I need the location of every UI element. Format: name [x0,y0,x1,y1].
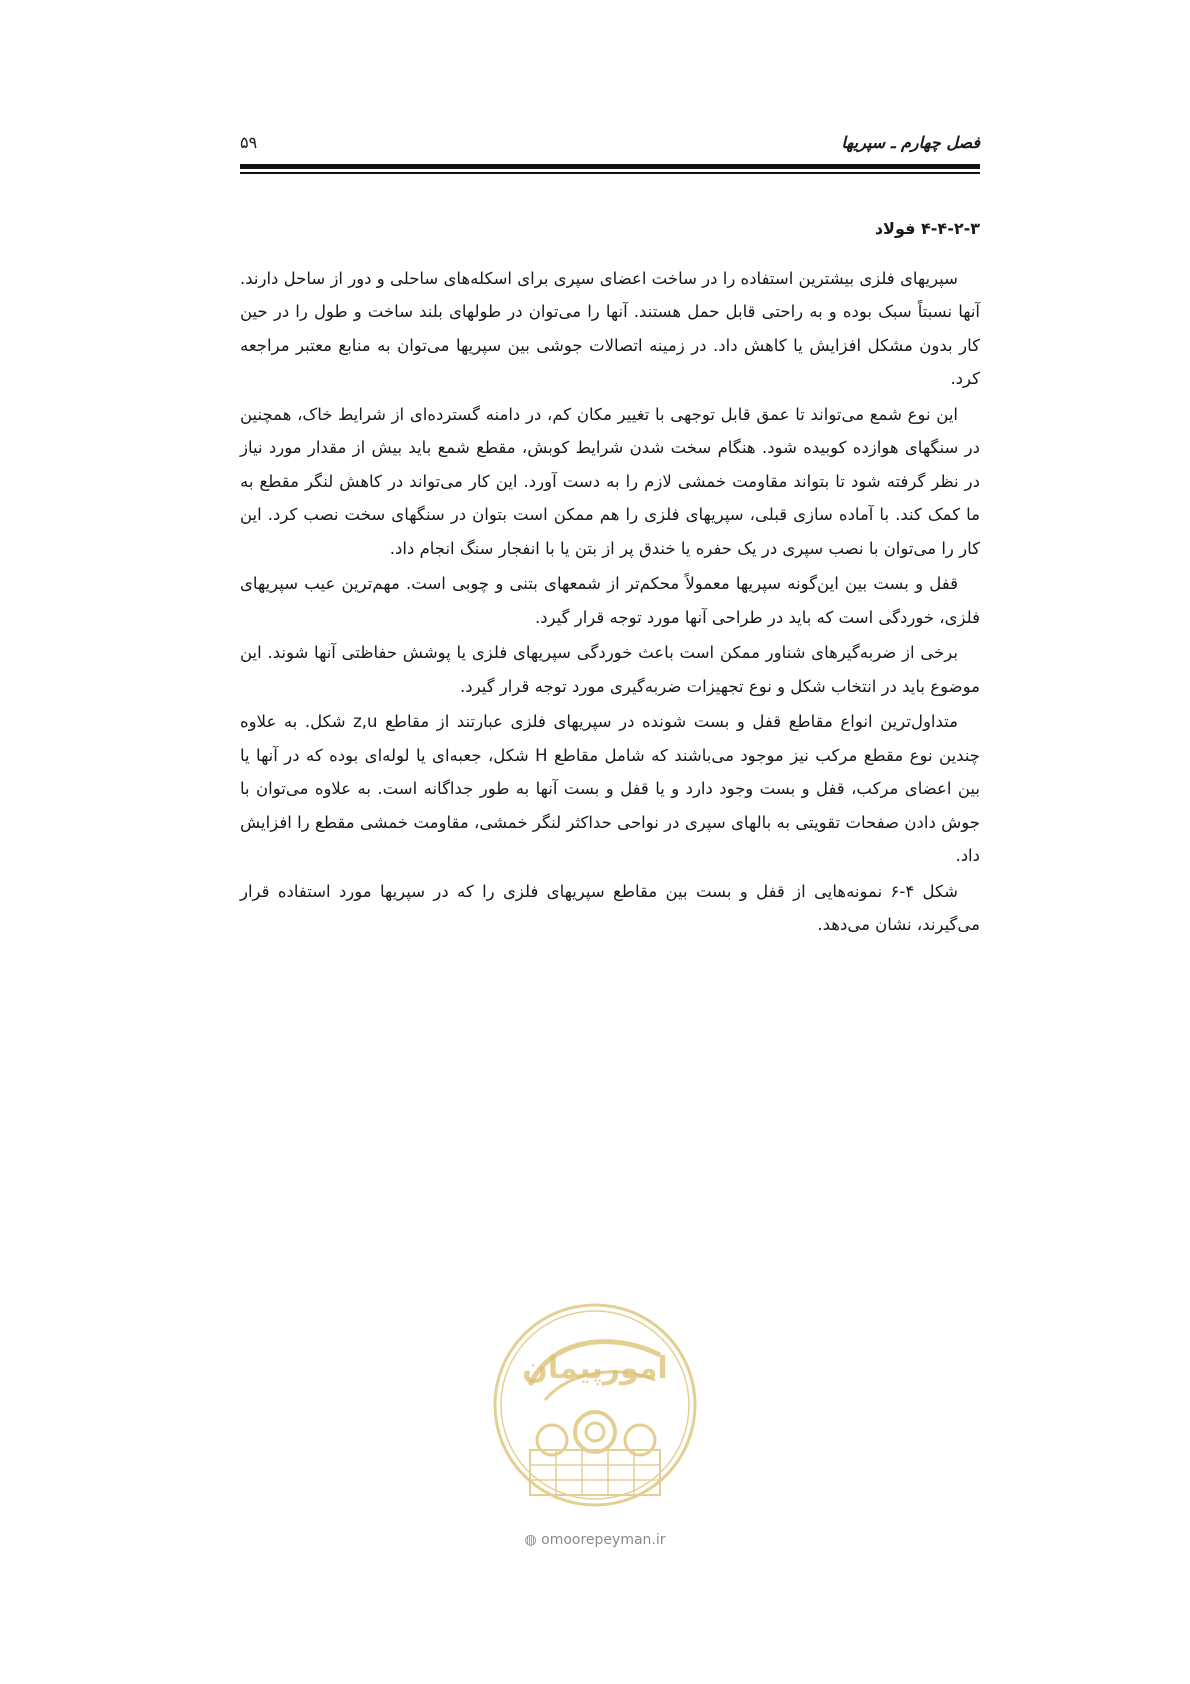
watermark-website: ◍ omoorepeyman.ir [524,1532,666,1548]
page-header [240,128,980,156]
paragraph: این نوع شمع می‌تواند تا عمق قابل توجهی با تغییر مکان کم، در دامنه گسترده‌ای از شرایط خاک، همچنین در سنگهای هوازده کوبیده شود. هنگام سخت شدن شرایط کوبش، مقطع شمع باید بیش از مقدار مورد نیاز در نظر گرفته شود تا بتواند مقاومت خمشی لازم را به دست آورد. این کار می‌تواند در کاهش لنگر مقطع به ما کمک کند. با آماده سازی قبلی، سپریهای فلزی را هم ممکن است بتوان در سنگهای سخت نصب کرد. این کار را می‌توان با نصب سپری در یک حفره یا خندق پر از بتن یا با انفجار سنگ انجام داد. [240,404,980,558]
page-body [240,212,980,944]
globe-icon: ◍ [524,1532,537,1548]
watermark-logo [490,1300,700,1530]
paragraph: شکل ۴-۶ نمونه‌هایی از قفل و بست بین مقاطع سپریهای فلزی را که در سپریها مورد استفاده قرار می‌گیرند، نشان می‌دهد. [240,881,980,934]
section-heading: ۴-۴-۲-۳ فولاد [874,219,980,238]
page-number: ۵۹ [240,132,258,152]
paragraph: برخی از ضربه‌گیرهای شناور ممکن است باعث خوردگی سپریهای فلزی یا پوشش حفاظتی آنها شوند. این موضوع باید در انتخاب شکل و نوع تجهیزات ضربه‌گیری مورد توجه قرار گیرد. [240,643,980,696]
watermark-logo-text: امورپیمان [522,1351,668,1386]
paragraph: سپریهای فلزی بیشترین استفاده را در ساخت اعضای سپری برای اسکله‌های ساحلی و دور از ساحل دارند. آنها نسبتاً سبک بوده و به راحتی قابل حمل هستند. آنها را می‌توان در طولهای بلند ساخت و طول را در حین کار بدون مشکل افزایش یا کاهش داد. در زمینه اتصالات جوشی بین سپریها می‌توان به منابع معتبر مراجعه کرد. [240,268,980,388]
running-title: فصل چهارم ـ سپریها [841,132,980,152]
header-rule-thin [240,172,980,174]
header-rule-thick [240,164,980,169]
paragraph: متداول‌ترین انواع مقاطع قفل و بست شونده در سپریهای فلزی عبارتند از مقاطع z,u شکل. به علاوه چندین نوع مقطع مرکب نیز موجود می‌باشند که شامل مقاطع H شکل، جعبه‌ای یا لوله‌ای بوده که در آنها یا بین اعضای مرکب، قفل و بست وجود دارد و یا قفل و بست آنها به طور جداگانه است. به علاوه می‌توان با جوش دادن صفحات تقویتی به بالهای سپری در نواحی حداکثر لنگر خمشی، مقاومت خمشی مقطع را افزایش داد. [240,712,981,865]
paragraph: قفل و بست بین این‌گونه سپریها معمولاً محکم‌تر از شمعهای بتنی و چوبی است. مهم‌ترین عیب سپریهای فلزی، خوردگی است که باید در طراحی آنها مورد توجه قرار گیرد. [240,574,980,627]
